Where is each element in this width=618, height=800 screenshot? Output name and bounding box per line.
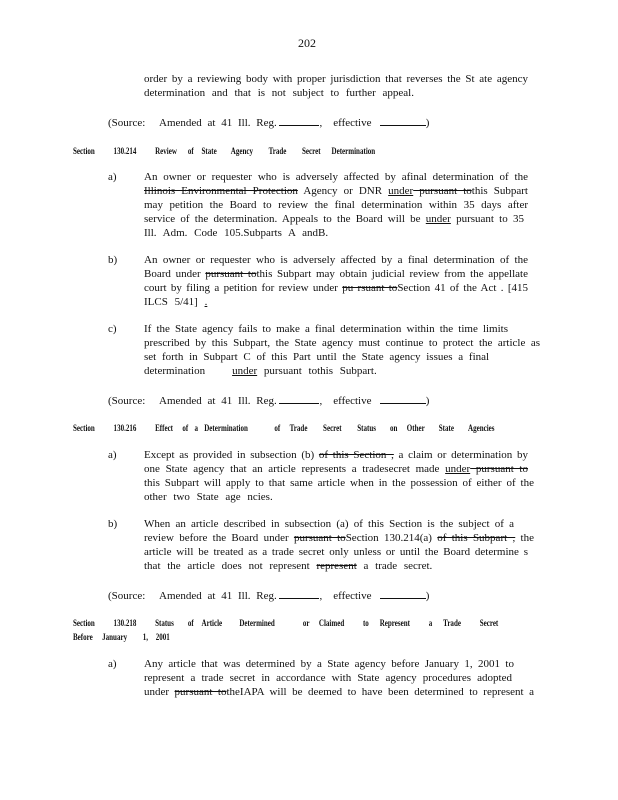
paragraph-line: represent a trade secret in accordance with State agency procedures adopted [144,672,512,684]
paragraph-line: determination under pursuant tothis Subpart. [144,365,377,377]
subsection-label-a: a) [108,171,117,183]
source-note-2: (Source: Amended at 41 Ill. Reg. , effective ) [108,395,430,407]
section-heading-130-218-cont: Before January 1, 2001 [73,632,170,642]
intro-line-1: order by a reviewing body with proper jurisdiction that reverses the St ate agency [144,73,528,85]
section-heading-130-218: Section 130.218 Status of Article Determined or Claimed to Represent a Trade Secret [73,618,499,628]
paragraph-line: If the State agency fails to make a final determination within the time limits [144,323,508,335]
paragraph-line: service of the determination. Appeals to the Board will be under pursuant to 35 [144,213,524,225]
subsection-label-c: c) [108,323,117,335]
subsection-label-b: b) [108,254,118,266]
page-number: 202 [298,36,316,50]
paragraph-line: An owner or requester who is adversely affected by afinal determination of the [144,171,528,183]
paragraph-line: Illinois Environmental Protection Agency or DNR under pursuant tothis Subpart [144,185,528,197]
paragraph-line: Ill. Adm. Code 105.Subparts A andB. [144,227,329,239]
source-note-3: (Source: Amended at 41 Ill. Reg. , effective ) [108,590,430,602]
section-heading-130-214: Section 130.214 Review of State Agency Trade Secret Determination [73,146,376,156]
paragraph-line: other two State age ncies. [144,491,273,503]
paragraph-line: this Subpart will apply to that same article when in the possession of either of the [144,477,534,489]
paragraph-line: one State agency that an article represents a tradesecret made under pursuant to [144,463,528,475]
source-note-1: (Source: Amended at 41 Ill. Reg. , effective ) [108,117,430,129]
paragraph-line: article will be treated as a trade secret only unless or until the Board determine s [144,546,528,558]
paragraph-line: Board under pursuant tothis Subpart may obtain judicial review from the appellate [144,268,528,280]
paragraph-line: review before the Board under pursuant toSection 130.214(a) of this Subpart , the [144,532,534,544]
subsection-label-b: b) [108,518,118,530]
paragraph-line: An owner or requester who is adversely affected by a final determination of the [144,254,528,266]
intro-line-2: determination and that is not subject to further appeal. [144,87,414,99]
paragraph-line: may petition the Board to review the final determination within 35 days after [144,199,528,211]
section-heading-130-216: Section 130.216 Effect of a Determination of Trade Secret Status on Other State Agencies [73,423,495,433]
subsection-label-a: a) [108,449,117,461]
paragraph-line: that the article does not represent represent a trade secret. [144,560,433,572]
paragraph-line: Any article that was determined by a State agency before January 1, 2001 to [144,658,514,670]
paragraph-line: court by filing a petition for review under pu rsuant toSection 41 of the Act . [415 [144,282,528,294]
paragraph-line: set forth in Subpart C of this Part until the State agency issues a final [144,351,490,363]
paragraph-line: Except as provided in subsection (b) of this Section , a claim or determination by [144,449,528,461]
paragraph-line: under pursuant totheIAPA will be deemed to have been determined to represent a [144,686,534,698]
paragraph-line: prescribed by this Subpart, the State agency must continue to protect the article as [144,337,540,349]
paragraph-line: When an article described in subsection (a) of this Section is the subject of a [144,518,514,530]
subsection-label-a: a) [108,658,117,670]
paragraph-line: ILCS 5/41] . [144,296,208,308]
